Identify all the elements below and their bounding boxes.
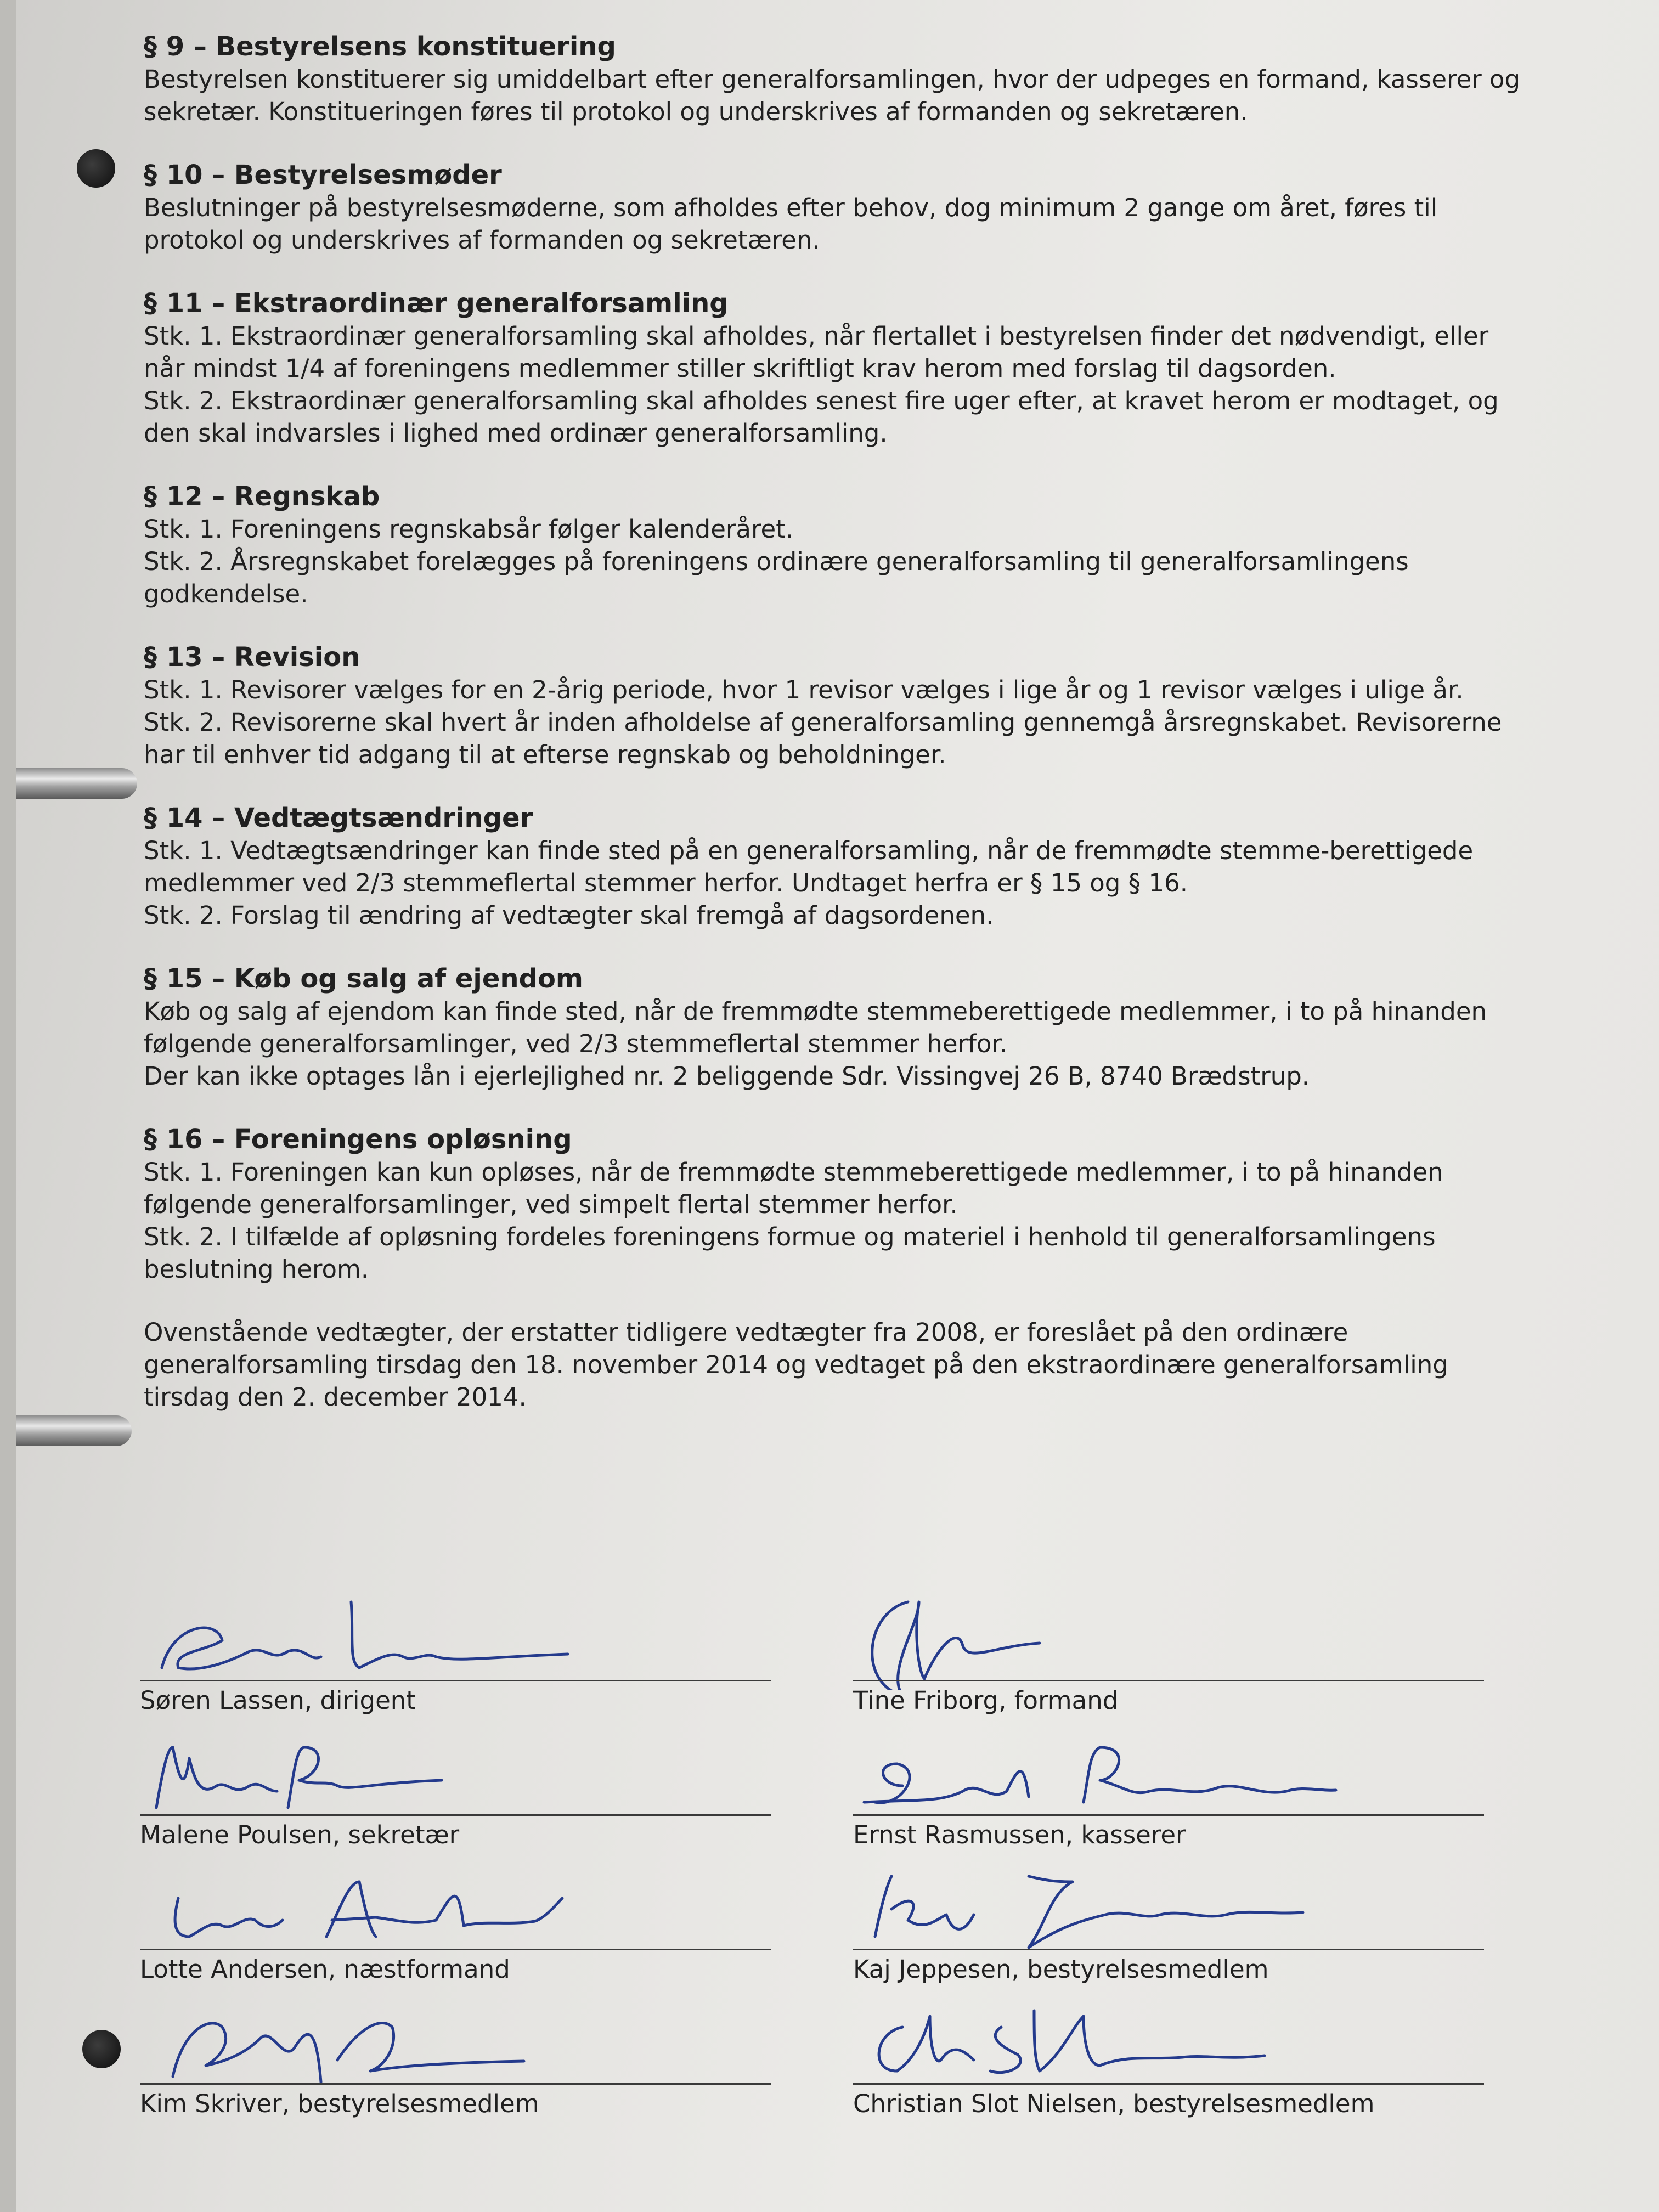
section-heading: § 10 – Bestyrelsesmøder xyxy=(144,160,502,190)
signature-dirigent xyxy=(140,1591,771,1715)
section-paragraph: Stk. 1. Vedtægtsændringer kan finde sted på en generalforsamling, når de fremmødte stemme-berettigede medlemmer ved 2/3 stemmeflertal stemmer herfor. Undtaget herfra er § 15 og § 16. xyxy=(144,836,1474,898)
section-paragraph: Stk. 2. Ekstraordinær generalforsamling skal afholdes senest fire uger efter, at kravet herom er modtaget, og den skal indvarsles i lighed med ordinær generalforsamling. xyxy=(144,386,1499,448)
section-heading: § 9 – Bestyrelsens konstituering xyxy=(144,31,616,62)
signatory-caption: Ernst Rasmussen, kasserer xyxy=(853,1820,1186,1849)
section-11 xyxy=(144,287,1526,449)
signature-line xyxy=(140,2083,771,2085)
signature-line xyxy=(853,2083,1484,2085)
handwritten-signature xyxy=(140,1591,771,1690)
signatory-caption: Lotte Andersen, næstformand xyxy=(140,1955,510,1984)
statutes-text xyxy=(144,30,1526,1413)
section-paragraph: Stk. 2. Årsregnskabet forelægges på foreningens ordinære generalforsamling til generalforsamlingens godkendelse. xyxy=(144,547,1409,608)
signature-formand xyxy=(853,1591,1484,1715)
signatory-caption: Kim Skriver, bestyrelsesmedlem xyxy=(140,2089,539,2118)
section-paragraph: Stk. 1. Foreningens regnskabsår følger kalenderåret. xyxy=(144,515,794,544)
handwritten-signature xyxy=(140,1725,771,1824)
section-paragraph: Stk. 2. Forslag til ændring af vedtægter skal fremgå af dagsordenen. xyxy=(144,901,994,930)
signature-line xyxy=(853,1680,1484,1681)
section-paragraph: Stk. 2. Revisorerne skal hvert år inden afholdelse af generalforsamling gennemgå årsregnskabet. Revisorerne har til enhver tid adgang til at efterse regnskab og beholdninger. xyxy=(144,708,1502,769)
signatory-caption: Søren Lassen, dirigent xyxy=(140,1686,416,1715)
binder-ring xyxy=(16,1415,132,1446)
signatory-caption: Tine Friborg, formand xyxy=(853,1686,1119,1715)
signature-line xyxy=(853,1814,1484,1816)
handwritten-signature xyxy=(853,1725,1484,1824)
punch-hole xyxy=(77,149,115,188)
signature-line xyxy=(140,1680,771,1681)
section-paragraph: Stk. 1. Ekstraordinær generalforsamling skal afholdes, når flertallet i bestyrelsen finder det nødvendigt, eller når mindst 1/4 af foreningens medlemmer stiller skriftligt krav herom med forslag til dagsorden. xyxy=(144,321,1489,383)
section-13 xyxy=(144,641,1526,771)
binder-ring xyxy=(16,768,137,799)
signatory-caption: Christian Slot Nielsen, bestyrelsesmedlem xyxy=(853,2089,1375,2118)
signature-kasserer xyxy=(853,1725,1484,1849)
section-16 xyxy=(144,1123,1526,1285)
section-paragraph: Bestyrelsen konstituerer sig umiddelbart efter generalforsamlingen, hvor der udpeges en formand, kasserer og sekretær. Konstitueringen føres til protokol og underskrives af formanden og sekretæren. xyxy=(144,65,1521,126)
handwritten-signature xyxy=(140,1860,771,1959)
section-heading: § 13 – Revision xyxy=(144,642,360,673)
signature-sekretaer xyxy=(140,1725,771,1849)
document-page xyxy=(16,0,1659,2212)
section-10 xyxy=(144,159,1526,256)
handwritten-signature xyxy=(853,1860,1484,1959)
section-heading: § 12 – Regnskab xyxy=(144,481,380,512)
signature-bestyrelsesmedlem-kim xyxy=(140,1994,771,2118)
section-paragraph: Stk. 1. Revisorer vælges for en 2-årig periode, hvor 1 revisor vælges i lige år og 1 revisor vælges i ulige år. xyxy=(144,675,1464,704)
section-paragraph: Beslutninger på bestyrelsesmøderne, som afholdes efter behov, dog minimum 2 gange om året, føres til protokol og underskrives af formanden og sekretæren. xyxy=(144,193,1438,255)
signature-naestformand xyxy=(140,1860,771,1984)
punch-hole xyxy=(82,2030,121,2068)
section-12 xyxy=(144,480,1526,610)
signature-bestyrelsesmedlem-kaj xyxy=(853,1860,1484,1984)
adoption-statement: Ovenstående vedtægter, der erstatter tidligere vedtægter fra 2008, er foreslået på den ordinære generalforsamling tirsdag den 18. november 2014 og vedtaget på den ekstraordinære generalforsamling tirsdag den 2. december 2014. xyxy=(144,1318,1448,1412)
section-paragraph: Der kan ikke optages lån i ejerlejlighed nr. 2 beliggende Sdr. Vissingvej 26 B, 8740 Brædstrup. xyxy=(144,1062,1310,1091)
signature-line xyxy=(140,1814,771,1816)
section-9 xyxy=(144,30,1526,128)
handwritten-signature xyxy=(140,1994,771,2093)
section-heading: § 14 – Vedtægtsændringer xyxy=(144,803,533,833)
section-14 xyxy=(144,802,1526,932)
handwritten-signature xyxy=(853,1994,1484,2093)
signatory-caption: Malene Poulsen, sekretær xyxy=(140,1820,460,1849)
signature-line xyxy=(853,1949,1484,1950)
section-paragraph: Stk. 1. Foreningen kan kun opløses, når de fremmødte stemmeberettigede medlemmer, i to på hinanden følgende generalforsamlinger, ved simpelt flertal stemmer herfor. xyxy=(144,1158,1443,1219)
signature-bestyrelsesmedlem-christian xyxy=(853,1994,1484,2118)
section-paragraph: Køb og salg af ejendom kan finde sted, når de fremmødte stemmeberettigede medlemmer, i to på hinanden følgende generalforsamlinger, ved 2/3 stemmeflertal stemmer herfor. xyxy=(144,997,1487,1058)
section-15 xyxy=(144,962,1526,1092)
signature-block xyxy=(140,1591,1484,2140)
section-heading: § 16 – Foreningens opløsning xyxy=(144,1124,572,1155)
section-heading: § 11 – Ekstraordinær generalforsamling xyxy=(144,288,729,319)
handwritten-signature xyxy=(853,1591,1484,1690)
section-heading: § 15 – Køb og salg af ejendom xyxy=(144,963,583,994)
signatory-caption: Kaj Jeppesen, bestyrelsesmedlem xyxy=(853,1955,1269,1984)
section-paragraph: Stk. 2. I tilfælde af opløsning fordeles foreningens formue og materiel i henhold til generalforsamlingens beslutning herom. xyxy=(144,1222,1436,1284)
signature-line xyxy=(140,1949,771,1950)
